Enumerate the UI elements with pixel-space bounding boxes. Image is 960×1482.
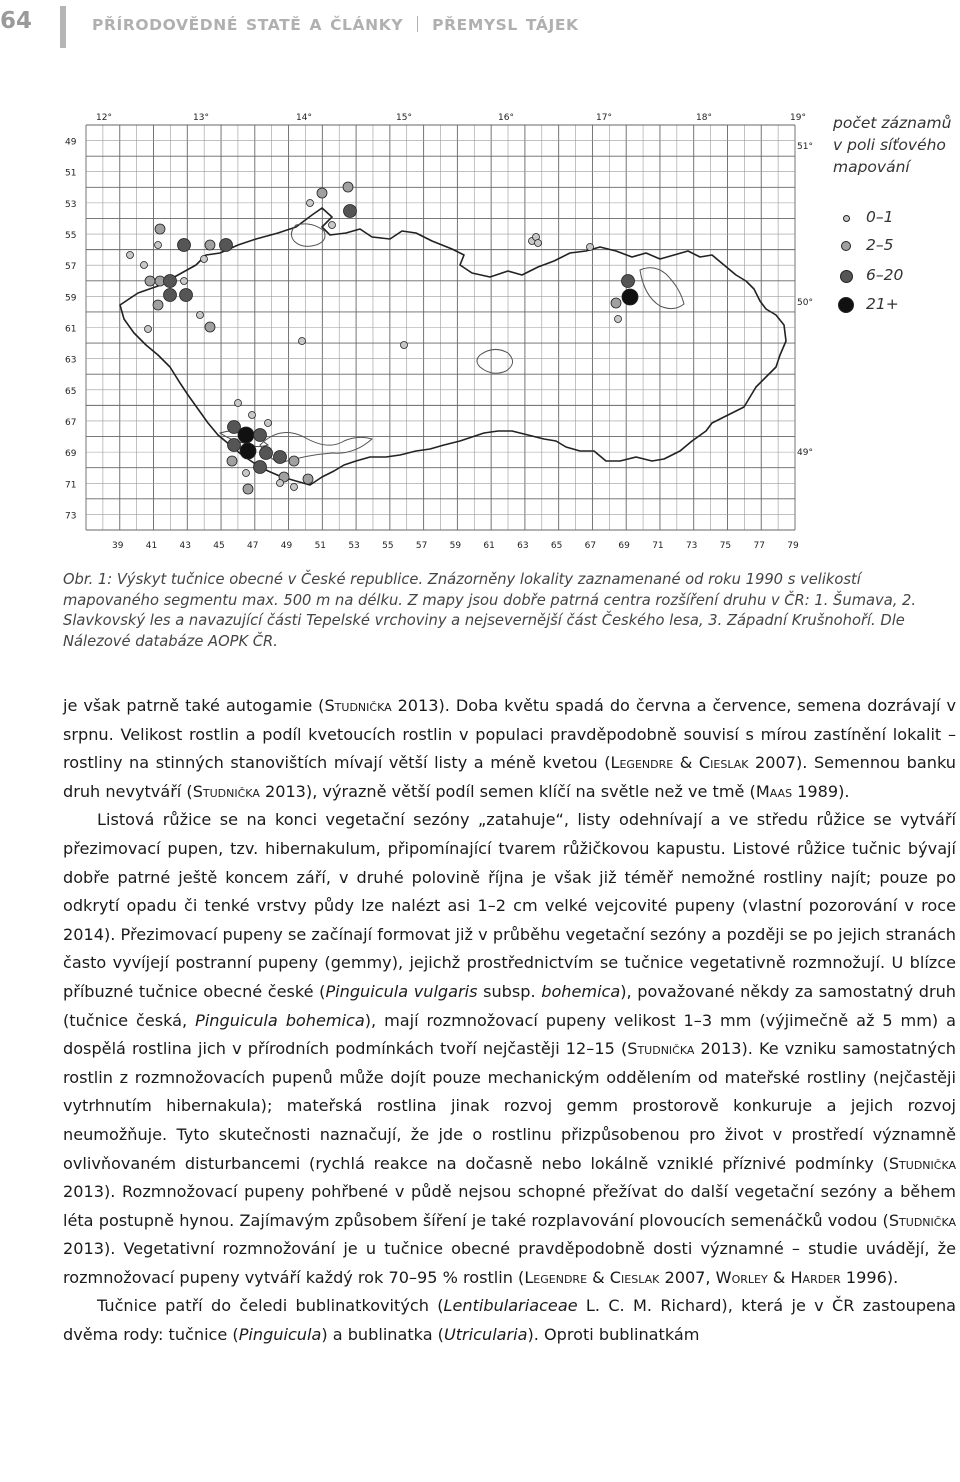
left-label: 63	[65, 355, 77, 366]
paragraph-1: je však patrně také autogamie (Studnička 2013). Doba květu spadá do června a července, semena dozrávají v srpnu. Velikost rostlin a podíl kvetoucích rostlin v populaci pravděpodobně souvisí s mírou zastínění lokalit – rostliny na stinných stanovištích mívají větší listy a méně kvetou (Legendre & Cieslak 2007). Semennou banku druh nevytváří (Studnička 2013), výrazně větší podíl semen klíčí na světle než ve tmě (Maas 1989).	[63, 696, 956, 801]
header-divider	[60, 6, 66, 48]
bottom-label: 55	[382, 541, 394, 551]
highland-contour-c	[640, 268, 684, 309]
occurrence-dot	[153, 300, 163, 310]
legend-title: počet záznamů v poli síťového mapování	[833, 114, 952, 176]
occurrence-dot	[178, 239, 191, 252]
occurrence-dot	[145, 276, 155, 286]
page-number: 64	[0, 8, 33, 34]
occurrence-dot	[243, 484, 253, 494]
occurrence-dot	[622, 289, 638, 305]
left-label: 71	[65, 480, 77, 491]
occurrence-dot	[254, 429, 267, 442]
left-label: 61	[65, 324, 77, 335]
bottom-label: 61	[483, 541, 495, 551]
bottom-label: 71	[652, 541, 664, 551]
top-label: 17°	[596, 113, 612, 123]
running-title	[92, 16, 579, 34]
occurrence-dot	[238, 427, 254, 443]
occurrence-dot	[205, 240, 215, 250]
paragraph-2: Listová růžice se na konci vegetační sezóny „zatahuje“, listy odehnívají a ve středu růžice se vytváří přezimovací pupen, tzv. hibernakulum, připomínající tvarem růžičkovou kapustu. Listové růžice tučnic bývají dobře patrné ještě koncem září, v druhé polovině října je však již téměř nemožné rostliny najít; pouze po odkrytí opadu či tenké vrstvy půdy lze nalézt asi 1–2 cm velké vejcovité pupeny (vlastní pozorování v roce 2014). Přezimovací pupeny se začínají formovat již v průběhu vegetační sezóny a později se po jejich stranách často vyvíjejí postranní pupeny (gemmy), jejichž prostřednictvím se tučnice vegetativně rozmnožují. U blízce příbuzné tučnice obecné české (Pinguicula vulgaris subsp. bohemica), považované někdy za samostatný druh (tučnice česká, Pinguicula bohemica), mají rozmnožovací pupeny velikost 1–3 mm (výjimečně až 5 mm) a dospělá rostlina jich v přírodních podmínkách tvoří nejčastěji 12–15 (Studnička 2013). Ke vzniku samostatných rostlin z rozmnožovacích pupenů může dojít pouze mechanickým oddělením od mateřské rostliny (nejčastěji vytrhnutím hibernakula); mateřská rostlina jinak rozvoj gemm prostorově konkuruje a jejich rozvoj neumožňuje. Tyto skutečnosti naznačují, že jde o rostlinu přizpůsobenou pro život v prostředí významně ovlivňovaném disturbancemi (rychlá reakce na dočasně nebo lokálně vzniklé příznivé podmínky (Studnička 2013). Rozmnožovací pupeny pohřbené v půdě nejsou schopné přežívat do další vegetační sezóny a během léta postupně hynou. Zajímavým způsobem šíření je také rozplavování plovoucích semenáčků vodou (Studnička 2013). Vegetativní rozmnožování je u tučnice obecné pravděpodobně dosti významné – studie uvádějí, že rozmnožovací pupeny vytváří každý rok 70–95 % rostlin (Legendre & Cieslak 2007, Worley & Harder 1996).	[63, 810, 957, 1287]
bottom-label: 53	[348, 541, 360, 551]
top-label: 14°	[296, 113, 312, 123]
right-label: 50°	[797, 298, 813, 308]
bottom-label: 49	[280, 541, 293, 551]
top-label: 19°	[790, 113, 806, 123]
occurrence-dot	[235, 400, 242, 407]
occurrence-dots	[127, 182, 639, 494]
occurrence-dot	[615, 316, 622, 323]
author-name: PŘEMYSL TÁJEK	[432, 16, 579, 34]
occurrence-dot	[155, 242, 162, 249]
occurrence-dot	[249, 412, 256, 419]
distribution-map	[60, 105, 820, 560]
occurrence-dot	[141, 262, 148, 269]
section-title: PŘÍRODOVĚDNÉ STATĚ A ČLÁNKY	[92, 16, 404, 34]
left-label: 73	[65, 511, 77, 522]
left-label: 69	[65, 449, 77, 460]
legend-label: 21+	[866, 295, 899, 313]
occurrence-dot	[535, 240, 542, 247]
left-label: 57	[65, 262, 77, 273]
occurrence-dot	[164, 275, 177, 288]
occurrence-dot	[227, 456, 237, 466]
left-label: 67	[65, 417, 77, 428]
bottom-label: 47	[247, 541, 259, 551]
bottom-column-labels	[112, 541, 799, 551]
occurrence-dot	[180, 289, 193, 302]
bottom-label: 79	[787, 541, 799, 551]
highland-contour-b	[477, 349, 513, 373]
page-header	[0, 0, 960, 56]
left-label: 49	[65, 137, 77, 148]
occurrence-dot	[220, 239, 233, 252]
article-body	[63, 692, 956, 1350]
left-label: 65	[65, 386, 77, 397]
map-grid	[86, 125, 795, 530]
occurrence-dot	[205, 322, 215, 332]
legend-label: 0–1	[866, 208, 894, 226]
top-label: 12°	[96, 113, 112, 123]
left-label: 55	[65, 231, 77, 242]
occurrence-dot	[240, 443, 256, 459]
legend-label: 6–20	[866, 266, 904, 284]
top-longitude-labels	[96, 113, 806, 123]
occurrence-dot	[265, 420, 272, 427]
occurrence-dot	[228, 439, 241, 452]
occurrence-dot	[274, 451, 287, 464]
occurrence-dot	[277, 480, 284, 487]
occurrence-dot	[164, 289, 177, 302]
occurrence-dot	[289, 456, 299, 466]
bottom-label: 69	[618, 541, 630, 551]
right-label: 51°	[797, 142, 813, 152]
occurrence-dot	[155, 224, 165, 234]
occurrence-dot	[201, 256, 208, 263]
paragraph-3: Tučnice patří do čeledi bublinatkovitých (Lentibulariaceae L. C. M. Richard), která je v ČR zastoupena dvěma rody: tučnice (Pinguicula) a bublinatka (Utricularia). Oproti bublinatkám	[63, 1296, 957, 1345]
legend-dot-icon	[843, 215, 850, 222]
bottom-label: 41	[145, 541, 158, 551]
left-row-labels	[65, 138, 77, 522]
occurrence-dot	[299, 338, 306, 345]
bottom-label: 75	[719, 541, 732, 551]
figure-caption: Obr. 1: Výskyt tučnice obecné v České republice. Znázorněny lokality zaznamenané od roku 1990 s velikostí mapovaného segmentu max. 500 m na délku. Z mapy jsou dobře patrná centra rozšíření druhu v ČR: 1. Šumava, 2. Slavkovský les a navazující části Tepelské vrchoviny a nejsevernější část Českého lesa, 3. Západní Krušnohoří. Dle Nálezové databáze AOPK ČR.	[63, 571, 917, 650]
bottom-label: 63	[517, 541, 529, 551]
occurrence-dot	[307, 200, 314, 207]
occurrence-dot	[303, 474, 313, 484]
bottom-label: 57	[415, 541, 428, 551]
bottom-label: 39	[112, 541, 124, 551]
occurrence-dot	[622, 275, 635, 288]
legend-label: 2–5	[866, 236, 894, 254]
right-latitude-labels	[797, 142, 813, 458]
occurrence-dot	[329, 222, 336, 229]
occurrence-dot	[254, 461, 267, 474]
bottom-label: 59	[449, 541, 462, 551]
bottom-label: 67	[584, 541, 597, 551]
left-label: 59	[65, 293, 77, 304]
occurrence-dot	[145, 326, 152, 333]
occurrence-dot	[243, 470, 250, 477]
occurrence-dot	[344, 205, 357, 218]
legend-dot-icon	[840, 270, 853, 283]
occurrence-dot	[127, 252, 134, 259]
right-label: 49°	[797, 448, 813, 458]
occurrence-dot	[291, 484, 298, 491]
left-label: 53	[65, 199, 77, 210]
occurrence-dot	[611, 298, 621, 308]
top-label: 18°	[696, 113, 712, 123]
bottom-label: 65	[550, 541, 563, 551]
occurrence-dot	[317, 188, 327, 198]
top-label: 16°	[498, 113, 514, 123]
occurrence-dot	[181, 278, 188, 285]
bottom-label: 51	[314, 541, 327, 551]
top-label: 15°	[396, 113, 412, 123]
legend-dot-icon	[841, 241, 851, 251]
occurrence-dot	[587, 244, 594, 251]
occurrence-dot	[343, 182, 353, 192]
bottom-label: 73	[685, 541, 698, 551]
occurrence-dot	[260, 447, 273, 460]
title-separator	[417, 16, 418, 32]
bottom-label: 45	[213, 541, 225, 551]
occurrence-dot	[197, 312, 204, 319]
bottom-label: 43	[179, 541, 191, 551]
legend-dot-icon	[838, 297, 854, 313]
left-label: 51	[65, 168, 77, 179]
occurrence-dot	[401, 342, 408, 349]
bottom-label: 77	[753, 541, 765, 551]
top-label: 13°	[193, 113, 209, 123]
